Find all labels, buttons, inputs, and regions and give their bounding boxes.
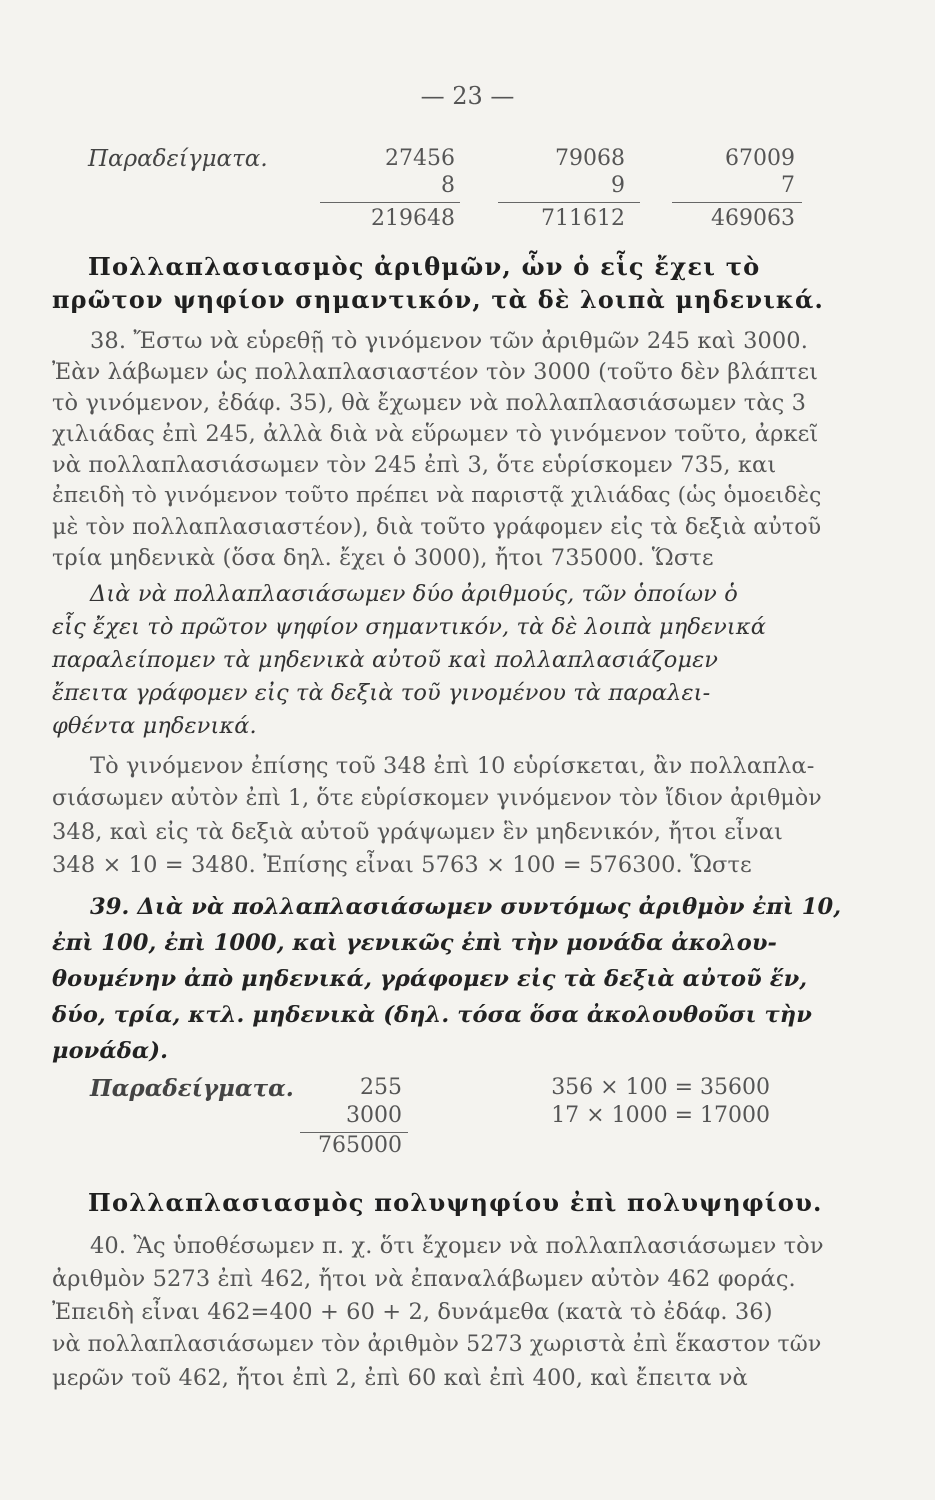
paragraph-38-line: τρία μηδενικὰ (ὅσα δηλ. ἔχει ὁ 3000), ἤτοι 735000. Ὥστε [52,545,714,571]
paragraph-38-line: Ἐὰν λάβωμεν ὡς πολλαπλασιαστέον τὸν 3000 (τοῦτο δὲν βλάπτει [52,359,819,385]
rule-38-line: Διὰ νὰ πολλαπλασιάσωμεν δύο ἀριθμούς, τῶν ὁποίων ὁ [90,581,738,607]
example1-col3-result: 469063 [711,206,795,231]
example1-col1-rule [320,202,460,203]
paragraph-40-line: ἀριθμὸν 5273 ἐπὶ 462, ἤτοι νὰ ἐπαναλάβωμεν αὐτὸν 462 φοράς. [52,1266,796,1292]
paragraph-38-line: τὸ γινόμενον, ἐδάφ. 35), θὰ ἔχωμεν νὰ πολλαπλασιάσωμεν τὰς 3 [52,390,806,416]
example1-col1-top: 27456 [385,146,455,171]
example1-col3-rule [672,202,802,203]
rule-38-line: εἷς ἔχει τὸ πρῶτον ψηφίον σημαντικόν, τὰ δὲ λοιπὰ μηδενικά [52,614,767,640]
paragraph-38b-line: 348 × 10 = 3480. Ἐπίσης εἶναι 5763 × 100 = 576300. Ὥστε [52,852,752,878]
rule-39-line: δύο, τρία, κτλ. μηδενικὰ (δηλ. τόσα ὅσα ἀκολουθοῦσι τὴν [52,1002,812,1028]
rule-38-line: φθέντα μηδενικά. [52,713,257,739]
example1-col2-top: 79068 [555,146,625,171]
paragraph-38-line: 38. Ἔστω νὰ εὑρεθῇ τὸ γινόμενον τῶν ἀριθμῶν 245 καὶ 3000. [90,328,808,354]
example1-col2-rule [498,202,640,203]
paragraph-38-line: χιλιάδας ἐπὶ 245, ἀλλὰ διὰ νὰ εὕρωμεν τὸ γινόμενον τοῦτο, ἀρκεῖ [52,421,819,447]
section-heading-line-2: πρῶτον ψηφίον σημαντικόν, τὰ δὲ λοιπὰ μηδενικά. [52,286,825,314]
page-number: — 23 — [420,82,515,110]
example1-col3-multiplier: 7 [781,173,795,198]
rule-39-line: ἐπὶ 100, ἐπὶ 1000, καὶ γενικῶς ἐπὶ τὴν μονάδα ἀκολου- [52,930,777,956]
paragraph-38b-line: σιάσωμεν αὐτὸν ἐπὶ 1, ὅτε εὑρίσκομεν γινόμενον τὸν ἴδιον ἀριθμὸν [52,786,822,811]
paragraph-40-line: μερῶν τοῦ 462, ἤτοι ἐπὶ 2, ἐπὶ 60 καὶ ἐπὶ 400, καὶ ἔπειτα νὰ [52,1365,748,1391]
section-heading-2: Πολλαπλασιασμὸς πολυψηφίου ἐπὶ πολυψηφίου. [88,1188,823,1217]
example2-equation-1: 356 × 100 = 35600 [551,1075,770,1100]
example1-col1-result: 219648 [371,206,455,231]
example2-top: 255 [360,1075,402,1100]
paragraph-38b-line: Τὸ γινόμενον ἐπίσης τοῦ 348 ἐπὶ 10 εὑρίσκεται, ἂν πολλαπλα- [90,753,815,779]
example2-result: 765000 [318,1133,402,1158]
rule-38-line: ἔπειτα γράφομεν εἰς τὰ δεξιὰ τοῦ γινομένου τὰ παραλει- [52,680,711,706]
section-heading-line-1: Πολλαπλασιασμὸς ἀριθμῶν, ὧν ὁ εἷς ἔχει τὸ [88,252,761,281]
example2-equation-2: 17 × 1000 = 17000 [551,1103,770,1128]
rule-39-line: 39. Διὰ νὰ πολλαπλασιάσωμεν συντόμως ἀριθμὸν ἐπὶ 10, [90,894,842,920]
example1-col3-top: 67009 [725,146,795,171]
example2-multiplier: 3000 [346,1103,402,1128]
example1-col2-result: 711612 [541,206,625,231]
example1-col2-multiplier: 9 [611,173,625,198]
example1-col1-multiplier: 8 [441,173,455,198]
paragraph-38-line: ἐπειδὴ τὸ γινόμενον τοῦτο πρέπει νὰ παριστᾷ χιλιάδας (ὡς ὁμοειδὲς [52,483,822,508]
paragraph-38-line: νὰ πολλαπλασιάσωμεν τὸν 245 ἐπὶ 3, ὅτε εὑρίσκομεν 735, και [52,452,777,478]
rule-39-line: μονάδα). [52,1038,169,1064]
rule-39-line: θουμένην ἀπὸ μηδενικά, γράφομεν εἰς τὰ δεξιὰ αὐτοῦ ἕν, [52,966,808,992]
rule-38-line: παραλείπομεν τὰ μηδενικὰ αὐτοῦ καὶ πολλαπλασιάζομεν [52,647,719,673]
paragraph-38b-line: 348, καὶ εἰς τὰ δεξιὰ αὐτοῦ γράψωμεν ἓν μηδενικόν, ἤτοι εἶναι [52,819,783,845]
paragraph-40-line: 40. Ἂς ὑποθέσωμεν π. χ. ὅτι ἔχομεν νὰ πολλαπλασιάσωμεν τὸν [90,1233,824,1259]
examples-label-2: Παραδείγματα. [90,1075,294,1102]
paragraph-40-line: Ἐπειδὴ εἶναι 462=400 + 60 + 2, δυνάμεθα (κατὰ τὸ ἐδάφ. 36) [52,1299,773,1325]
paragraph-38-line: μὲ τὸν πολλαπλασιαστέον), διὰ τοῦτο γράφομεν εἰς τὰ δεξιὰ αὐτοῦ [52,514,822,540]
examples-label: Παραδείγματα. [88,146,268,172]
paragraph-40-line: νὰ πολλαπλασιάσωμεν τὸν ἀριθμὸν 5273 χωριστὰ ἐπὶ ἕκαστον τῶν [52,1332,822,1357]
